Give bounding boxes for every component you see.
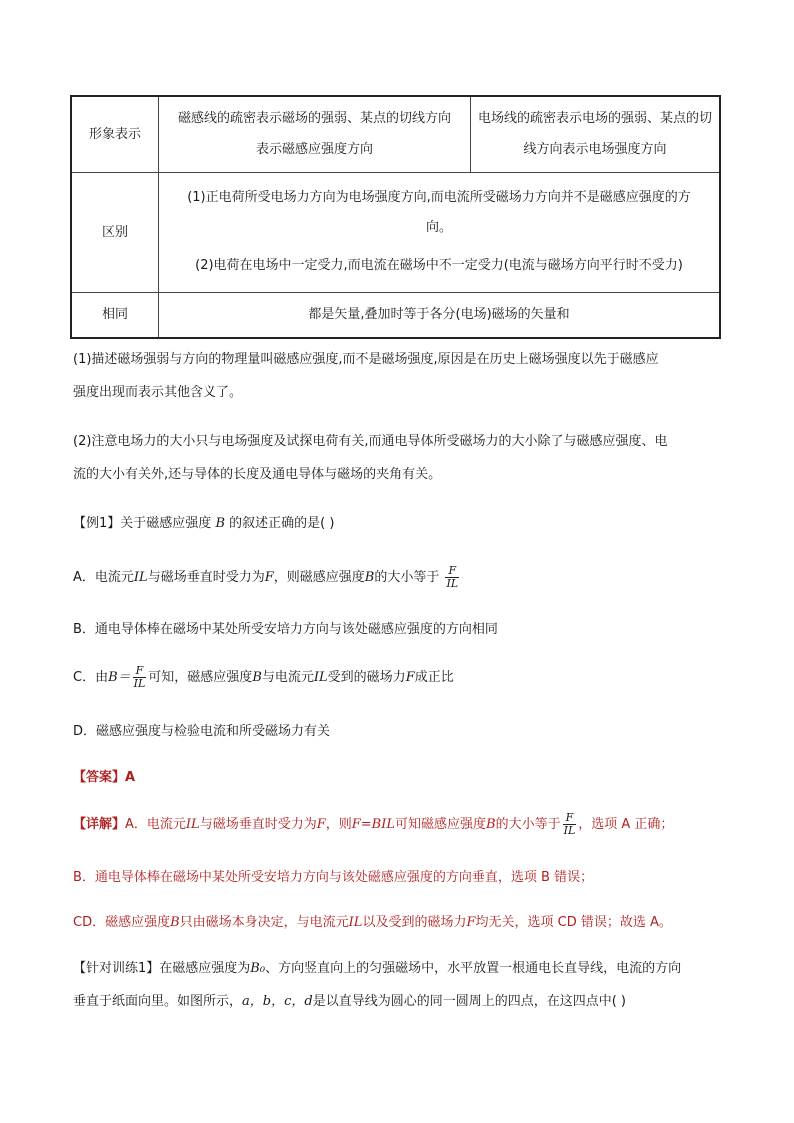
equation: F=BIL: [351, 817, 395, 832]
option-a-text: 的大小等于: [374, 570, 440, 585]
option-a: [73, 565, 461, 590]
table-row: [71, 172, 720, 292]
option-c-text: 成正比: [414, 670, 454, 685]
option-d: D．磁感应强度与检验电流和所受磁场力有关: [73, 724, 331, 739]
table-row: [71, 292, 720, 338]
note-1-line-2: 强度出现而表示其他含义了。: [73, 385, 243, 400]
same-cell: 都是矢量,叠加时等于各分(电场)磁场的矢量和: [159, 292, 721, 338]
difference-point-2: (2)电荷在电场中一定受力,而电流在磁场中不一定受力(电流与磁场方向平行时不受力): [195, 258, 683, 273]
difference-point-1: (1)正电荷所受电场力方向为电场强度方向,而电流所受磁场力方向并不是磁感应强度的方: [187, 190, 691, 205]
var-il: IL: [313, 670, 328, 685]
fraction-denominator: IL: [446, 577, 459, 590]
cell-line: 电场线的疏密表示电场的强弱、某点的切: [477, 111, 712, 127]
var-b: B: [170, 915, 180, 930]
fraction-denominator: IL: [133, 677, 146, 690]
cell-line: 磁感线的疏密表示磁场的强弱、某点的切线方向: [177, 111, 451, 127]
stem-text: 关于磁感应强度: [120, 516, 212, 531]
difference-point-1-cont: 向。: [425, 220, 452, 235]
detail-text: CD．磁感应强度: [73, 915, 171, 930]
fraction-f-over-il: [133, 665, 147, 690]
example-tag: 【例1】: [73, 516, 121, 531]
detail-text: ，则: [325, 817, 352, 832]
var-il: IL: [185, 817, 200, 832]
training-line-2: [73, 990, 626, 1009]
var-b: B: [364, 570, 375, 585]
var-b: B: [215, 516, 225, 531]
option-b: B．通电导体棒在磁场中某处所受安培力方向与该处磁感应强度的方向相同: [73, 622, 498, 637]
detail-tag: 【详解】: [73, 817, 126, 832]
equation: B＝: [108, 670, 131, 685]
fraction-denominator: IL: [563, 824, 576, 837]
var-il: IL: [348, 915, 363, 930]
option-c-text: 受到的磁场力: [327, 670, 406, 685]
example-stem: [73, 512, 334, 531]
option-a-text: A．电流元: [73, 570, 134, 585]
detail-text: A．电流元: [125, 817, 186, 832]
detail-text: 的大小等于: [495, 817, 561, 832]
option-c-text: C．由: [73, 670, 109, 685]
stem-text: 的叙述正确的是( ): [229, 516, 335, 531]
var-b: B: [486, 817, 496, 832]
var-f: F: [466, 915, 476, 930]
option-a-text: ，则磁感应强度: [273, 570, 365, 585]
training-text: 在磁感应强度为: [159, 961, 251, 976]
note-2-line-2: 流的大小有关外,还与导体的长度及通电导体与磁场的夹角有关。: [73, 467, 442, 482]
fraction-f-over-il: [445, 565, 459, 590]
detail-text: 以及受到的磁场力: [362, 915, 467, 930]
cell-line: 表示磁感应强度方向: [255, 142, 373, 158]
detail-text: 只由磁场本身决定，与电流元: [179, 915, 349, 930]
row-label-difference: 区别: [71, 172, 159, 292]
magnetic-field-lines-cell: [159, 96, 471, 172]
option-c: [73, 665, 454, 690]
fraction-numerator: F: [565, 811, 574, 824]
detail-text: 均无关，选项 CD 错误；故选 A。: [475, 915, 672, 930]
training-tag: 【针对训练1】: [73, 961, 160, 976]
var-f: F: [405, 670, 415, 685]
difference-cell: [159, 172, 721, 292]
answer-tag: 【答案】: [73, 770, 126, 785]
option-c-text: 可知，磁感应强度: [148, 670, 253, 685]
option-c-text: 与电流元: [261, 670, 314, 685]
training-text: 、方向竖直向上的匀强磁场中，水平放置一根通电长直导线，电流的方向: [265, 961, 682, 976]
var-il: IL: [133, 570, 148, 585]
table-row: [71, 96, 720, 172]
fraction-numerator: F: [448, 564, 457, 577]
comparison-table: [70, 95, 721, 339]
row-label-same: 相同: [71, 292, 159, 338]
detail-text: 可知磁感应强度: [395, 817, 487, 832]
option-a-text: 与磁场垂直时受力为: [147, 570, 265, 585]
var-b: B: [252, 670, 262, 685]
electric-field-lines-cell: [471, 96, 721, 172]
fraction-f-over-il: [563, 812, 577, 837]
detail-line-cd: [73, 911, 672, 930]
answer-line: [73, 766, 135, 785]
detail-text: 与磁场垂直时受力为: [199, 817, 317, 832]
answer-value: A: [125, 770, 136, 785]
note-2-line-1: (2)注意电场力的大小只与电场强度及试探电荷有关,而通电导体所受磁场力的大小除了与磁感应强度、电: [73, 434, 668, 449]
var-b0: B₀: [250, 961, 266, 976]
cell-line: 线方向表示电场强度方向: [523, 142, 667, 158]
training-line-1: [73, 957, 681, 976]
points-abcd: a，b，c，d: [242, 994, 313, 1009]
detail-line-a: [73, 812, 673, 837]
training-text: 是以直导线为圆心的同一圆周上的四点，在这四点中( ): [312, 994, 626, 1009]
fraction-numerator: F: [135, 664, 144, 677]
var-f: F: [316, 817, 326, 832]
var-f: F: [264, 570, 274, 585]
training-text: 垂直于纸面向里。如图所示，: [73, 994, 243, 1009]
row-label-image: 形象表示: [71, 96, 159, 172]
detail-text: ，选项 A 正确；: [578, 817, 674, 832]
detail-line-b: B．通电导体棒在磁场中某处所受安培力方向与该处磁感应强度的方向垂直，选项 B 错误；: [73, 870, 594, 885]
note-1-line-1: (1)描述磁场强弱与方向的物理量叫磁感应强度,而不是磁场强度,原因是在历史上磁场强度以先于磁感应: [73, 352, 659, 367]
